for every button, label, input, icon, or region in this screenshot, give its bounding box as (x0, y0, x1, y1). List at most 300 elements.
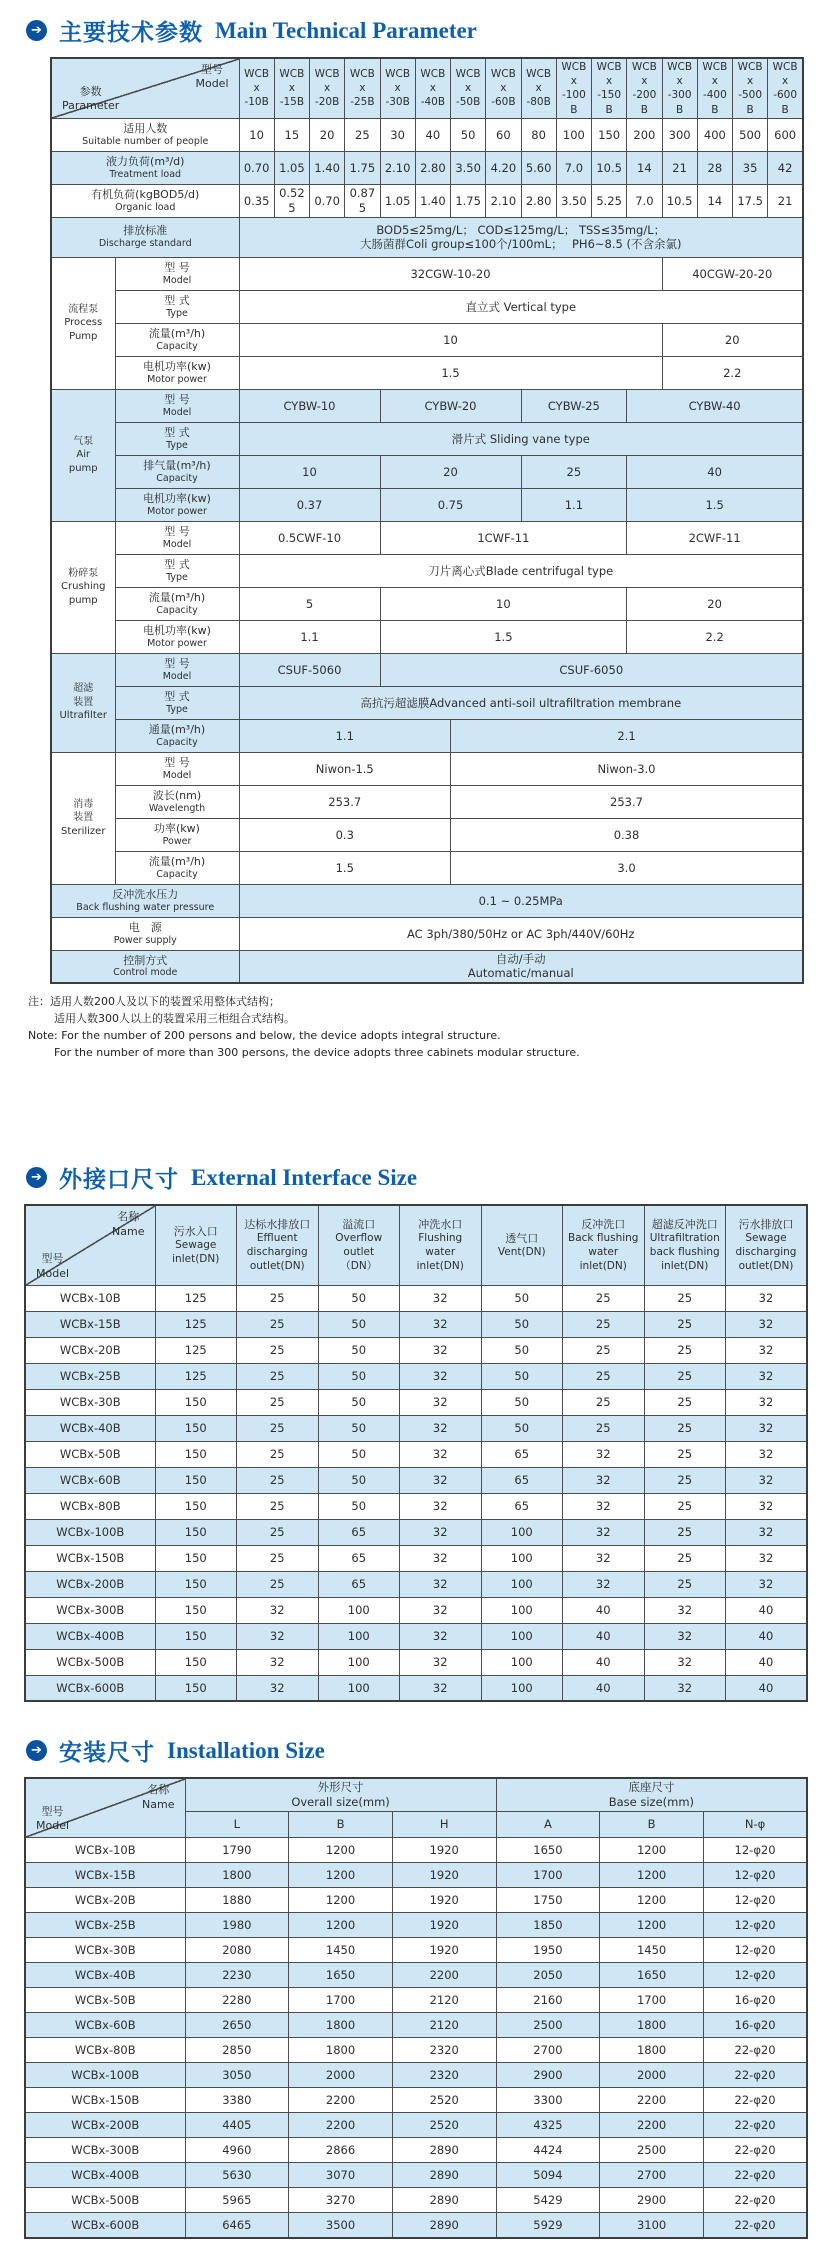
table-cell: 32 (400, 1363, 482, 1389)
table-cell: WCBx-20B (25, 1337, 155, 1363)
table-cell: 污水入口 Sewage inlet(DN) (155, 1205, 237, 1285)
table-cell: 150 (155, 1571, 237, 1597)
table-cell: 1800 (600, 2038, 704, 2063)
table-cell: 1920 (392, 1938, 496, 1963)
table-cell: WCBx-150B (25, 2088, 185, 2113)
table-cell: 32 (400, 1337, 482, 1363)
table-cell: WCBx-80B (25, 1493, 155, 1519)
table-cell: WCBx-100B (25, 1519, 155, 1545)
table-cell: 12-φ20 (703, 1963, 807, 1988)
table-cell: 电机功率(kw) Motor power (115, 356, 239, 389)
table-cell: WCBx-500B (25, 1649, 155, 1675)
table-cell: 2890 (392, 2188, 496, 2213)
table-cell: 50 (318, 1441, 400, 1467)
table-cell: 253.7 (451, 785, 804, 818)
section-title-installation-size (26, 1734, 806, 1767)
table-cell: 刀片离心式Blade centrifugal type (239, 554, 803, 587)
table-cell: WCBx -30B (380, 58, 415, 118)
table-cell: 1.5 (627, 488, 803, 521)
table-cell: 25 (563, 1285, 645, 1311)
table-cell: WCBx -60B (486, 58, 521, 118)
table-cell: 25 (644, 1441, 726, 1467)
table-cell: 40 (415, 118, 450, 151)
table-cell: WCBx-20B (25, 1888, 185, 1913)
table-cell: 400 (697, 118, 732, 151)
table-cell: 32 (400, 1597, 482, 1623)
table-cell: 5630 (185, 2163, 289, 2188)
table-cell: 25 (345, 118, 380, 151)
note-line: Note: For the number of 200 persons and below, the device adopts integral structure. (28, 1029, 501, 1043)
table-cell: 1790 (185, 1838, 289, 1863)
table-cell: 1800 (289, 2038, 393, 2063)
table-cell: CSUF-6050 (380, 653, 803, 686)
section-title-en: Installation Size (167, 1737, 325, 1763)
table-cell: 1200 (289, 1913, 393, 1938)
table-cell: 2200 (289, 2113, 393, 2138)
table-cell: 1.75 (345, 151, 380, 184)
table-cell: CSUF-5060 (239, 653, 380, 686)
table-cell: 型 式 Type (115, 686, 239, 719)
arrow-bullet-icon: ➔ (26, 20, 47, 41)
table-cell: 高抗污超滤膜Advanced anti-soil ultrafiltration membrane (239, 686, 803, 719)
table-cell: 32 (726, 1337, 808, 1363)
table-cell: 1800 (185, 1863, 289, 1888)
corner-cell: 型号 Model 参数 Parameter (51, 58, 239, 118)
table-cell: 50 (318, 1311, 400, 1337)
table-cell: 25 (644, 1493, 726, 1519)
table-cell: 15 (274, 118, 309, 151)
table-cell: 40 (726, 1675, 808, 1701)
table-cell: 冲洗水口 Flushing water inlet(DN) (400, 1205, 482, 1285)
table-cell: WCBx-60B (25, 2013, 185, 2038)
section-installation-size (24, 1734, 806, 2238)
table-cell: 25 (237, 1493, 319, 1519)
table-cell: 32 (400, 1467, 482, 1493)
table-cell: 50 (481, 1285, 563, 1311)
table-cell: 32 (644, 1597, 726, 1623)
table-cell: 2.10 (486, 184, 521, 217)
table-cell: 25 (237, 1389, 319, 1415)
table-cell: WCBx-500B (25, 2188, 185, 2213)
table-cell: WCBx-150B (25, 1545, 155, 1571)
table-cell: 25 (644, 1519, 726, 1545)
table-cell: 2.1 (451, 719, 804, 752)
table-cell: 0.70 (239, 151, 274, 184)
table-cell: 1850 (496, 1913, 600, 1938)
table-cell: 32 (563, 1519, 645, 1545)
table-cell: 32 (726, 1519, 808, 1545)
table-cell: 5 (239, 587, 380, 620)
table-cell: 25 (237, 1415, 319, 1441)
table-cell: 有机负荷(kgBOD5/d) Organic load (51, 184, 239, 217)
table-cell: 1920 (392, 1838, 496, 1863)
section-title-zh: 外接口尺寸 (59, 1167, 179, 1194)
table-cell: 25 (644, 1363, 726, 1389)
note-line: For the number of more than 300 persons, the device adopts three cabinets modular structure. (54, 1046, 580, 1060)
table-cell: 功率(kw) Power (115, 818, 239, 851)
table-cell: 0.37 (239, 488, 380, 521)
table-cell: WCBx-600B (25, 2213, 185, 2238)
table-cell: 100 (318, 1649, 400, 1675)
table-cell: 2900 (496, 2063, 600, 2088)
table-cell: 0.75 (380, 488, 521, 521)
table-cell: 32 (726, 1415, 808, 1441)
table-cell: 50 (481, 1311, 563, 1337)
table-cell: WCBx -15B (274, 58, 309, 118)
table-cell: 32 (400, 1285, 482, 1311)
table-cell: WCBx-600B (25, 1675, 155, 1701)
table-cell: 排放标准 Discharge standard (51, 217, 239, 257)
table-cell: 42 (768, 151, 803, 184)
table-cell: 22-φ20 (703, 2163, 807, 2188)
notes-block (28, 993, 806, 1061)
table-cell: B (600, 1812, 704, 1838)
table-cell: 达标水排放口 Effluent discharging outlet(DN) (237, 1205, 319, 1285)
table-cell: 25 (237, 1545, 319, 1571)
table-cell: 21 (768, 184, 803, 217)
table-cell: 28 (697, 151, 732, 184)
table-cell: 100 (481, 1649, 563, 1675)
table-cell: 32 (726, 1545, 808, 1571)
table-cell: 40 (726, 1623, 808, 1649)
table-cell: 2700 (600, 2163, 704, 2188)
table-cell: 5.60 (521, 151, 556, 184)
table-cell: 型 号 Model (115, 521, 239, 554)
table-cell: 2160 (496, 1988, 600, 2013)
main-technical-parameter-table (50, 57, 804, 984)
table-cell: 1700 (289, 1988, 393, 2013)
table-cell: 1200 (600, 1863, 704, 1888)
table-cell: 流量(m³/h) Capacity (115, 323, 239, 356)
table-cell: 2700 (496, 2038, 600, 2063)
table-cell: 2650 (185, 2013, 289, 2038)
table-cell: 流程泵 Process Pump (51, 257, 115, 389)
table-cell: 25 (644, 1389, 726, 1415)
table-cell: WCBx-15B (25, 1311, 155, 1337)
table-cell: 2.2 (662, 356, 803, 389)
section-title-external-interface-size (26, 1161, 806, 1194)
table-cell: WCBx -600B (768, 58, 803, 118)
table-cell: 型 式 Type (115, 422, 239, 455)
table-cell: 1.5 (239, 356, 662, 389)
table-cell: 22-φ20 (703, 2063, 807, 2088)
table-cell: 2890 (392, 2138, 496, 2163)
table-cell: 2890 (392, 2163, 496, 2188)
table-cell: 100 (318, 1597, 400, 1623)
table-cell: 25 (237, 1467, 319, 1493)
table-cell: 3.50 (451, 151, 486, 184)
table-cell: 21 (662, 151, 697, 184)
table-cell: 125 (155, 1363, 237, 1389)
table-cell: 20 (627, 587, 803, 620)
table-cell: 32 (644, 1623, 726, 1649)
table-cell: 1650 (289, 1963, 393, 1988)
table-cell: WCBx-50B (25, 1988, 185, 2013)
table-cell: 1200 (600, 1913, 704, 1938)
table-cell: WCBx-25B (25, 1363, 155, 1389)
table-cell: Niwon-1.5 (239, 752, 451, 785)
table-cell: 25 (644, 1545, 726, 1571)
table-cell: 4405 (185, 2113, 289, 2138)
table-cell: WCBx -50B (451, 58, 486, 118)
table-cell: 3300 (496, 2088, 600, 2113)
table-cell: 4424 (496, 2138, 600, 2163)
table-cell: 适用人数 Suitable number of people (51, 118, 239, 151)
table-cell: CYBW-40 (627, 389, 803, 422)
table-cell: 25 (563, 1337, 645, 1363)
table-cell: 1700 (600, 1988, 704, 2013)
table-cell: WCBx -300B (662, 58, 697, 118)
table-cell: WCBx-15B (25, 1863, 185, 1888)
table-cell: 35 (733, 151, 768, 184)
table-cell: 1.75 (451, 184, 486, 217)
table-cell: A (496, 1812, 600, 1838)
table-cell: L (185, 1812, 289, 1838)
table-cell: 2850 (185, 2038, 289, 2063)
table-cell: 500 (733, 118, 768, 151)
table-cell: WCBx-10B (25, 1838, 185, 1863)
table-cell: 1200 (600, 1888, 704, 1913)
table-cell: 25 (644, 1415, 726, 1441)
table-cell: 80 (521, 118, 556, 151)
table-cell: 2200 (600, 2113, 704, 2138)
table-cell: WCBx-100B (25, 2063, 185, 2088)
table-cell: 3380 (185, 2088, 289, 2113)
table-cell: 1700 (496, 1863, 600, 1888)
table-cell: 150 (155, 1545, 237, 1571)
table-cell: 50 (318, 1389, 400, 1415)
table-cell: WCBx-10B (25, 1285, 155, 1311)
table-cell: 32 (237, 1623, 319, 1649)
table-cell: 32 (726, 1285, 808, 1311)
table-cell: 25 (563, 1363, 645, 1389)
section-title-zh: 安装尺寸 (59, 1740, 155, 1767)
table-cell: 2200 (600, 2088, 704, 2113)
table-cell: 1.1 (521, 488, 627, 521)
table-cell: 2.80 (521, 184, 556, 217)
table-cell: 1.1 (239, 719, 451, 752)
table-cell: 50 (318, 1493, 400, 1519)
table-cell: 22-φ20 (703, 2088, 807, 2113)
table-cell: 32 (400, 1649, 482, 1675)
table-cell: 自动/手动 Automatic/manual (239, 950, 803, 983)
table-cell: 排气量(m³/h) Capacity (115, 455, 239, 488)
table-cell: 5.25 (592, 184, 627, 217)
table-cell: WCBx -500B (733, 58, 768, 118)
table-cell: 16-φ20 (703, 2013, 807, 2038)
table-cell: 125 (155, 1337, 237, 1363)
table-cell: 50 (481, 1389, 563, 1415)
table-cell: 电 源 Power supply (51, 917, 239, 950)
table-cell: 2200 (289, 2088, 393, 2113)
table-cell: 50 (318, 1337, 400, 1363)
table-cell: 滑片式 Sliding vane type (239, 422, 803, 455)
table-cell: 16-φ20 (703, 1988, 807, 2013)
table-cell: 32 (400, 1571, 482, 1597)
table-cell: 电机功率(kw) Motor power (115, 488, 239, 521)
table-cell: 型 式 Type (115, 290, 239, 323)
table-cell: 22-φ20 (703, 2188, 807, 2213)
table-cell: 1950 (496, 1938, 600, 1963)
table-cell: 3.0 (451, 851, 804, 884)
table-cell: 控制方式 Control mode (51, 950, 239, 983)
table-cell: 0.70 (310, 184, 345, 217)
table-cell: 1650 (496, 1838, 600, 1863)
table-cell: 22-φ20 (703, 2213, 807, 2238)
table-cell: WCBx -400B (697, 58, 732, 118)
arrow-bullet-icon: ➔ (26, 1740, 47, 1761)
table-cell: 0.5CWF-10 (239, 521, 380, 554)
table-cell: 25 (237, 1363, 319, 1389)
table-cell: 32 (563, 1467, 645, 1493)
table-cell: 2520 (392, 2088, 496, 2113)
table-cell: 32CGW-10-20 (239, 257, 662, 290)
table-cell: 2200 (392, 1963, 496, 1988)
table-cell: 17.5 (733, 184, 768, 217)
table-cell: 外形尺寸 Overall size(mm) (185, 1778, 496, 1811)
table-cell: WCBx-50B (25, 1441, 155, 1467)
table-cell: WCBx -150B (592, 58, 627, 118)
table-cell: 1650 (600, 1963, 704, 1988)
table-cell: 40CGW-20-20 (662, 257, 803, 290)
table-cell: 2500 (496, 2013, 600, 2038)
table-cell: 32 (563, 1571, 645, 1597)
section-title-en: External Interface Size (191, 1164, 418, 1190)
table-cell: 1.05 (274, 151, 309, 184)
table-cell: 2320 (392, 2063, 496, 2088)
table-cell: 0.3 (239, 818, 451, 851)
table-cell: 1980 (185, 1913, 289, 1938)
table-cell: 32 (400, 1441, 482, 1467)
table-cell: 0.525 (274, 184, 309, 217)
table-cell: 32 (237, 1649, 319, 1675)
table-cell: 150 (155, 1389, 237, 1415)
table-cell: 32 (726, 1363, 808, 1389)
table-cell: 25 (644, 1571, 726, 1597)
table-cell: 14 (697, 184, 732, 217)
table-cell: 反冲洗口 Back flushing water inlet(DN) (563, 1205, 645, 1285)
table-cell: 32 (400, 1311, 482, 1337)
table-cell: 2280 (185, 1988, 289, 2013)
table-cell: 1200 (600, 1838, 704, 1863)
table-cell: CYBW-20 (380, 389, 521, 422)
table-cell: 5929 (496, 2213, 600, 2238)
table-cell: 型 号 Model (115, 653, 239, 686)
table-cell: 32 (400, 1545, 482, 1571)
table-cell: 40 (563, 1623, 645, 1649)
table-cell: 1450 (600, 1938, 704, 1963)
table-cell: 4325 (496, 2113, 600, 2138)
table-cell: 溢流口 Overflow outlet （DN） (318, 1205, 400, 1285)
table-cell: 50 (318, 1285, 400, 1311)
table-cell: WCBx-300B (25, 1597, 155, 1623)
table-cell: WCBx-300B (25, 2138, 185, 2163)
table-cell: 150 (155, 1519, 237, 1545)
table-cell: 100 (481, 1675, 563, 1701)
table-cell: 25 (521, 455, 627, 488)
section-title-en: Main Technical Parameter (215, 17, 477, 43)
table-cell: 32 (726, 1311, 808, 1337)
table-cell: 3050 (185, 2063, 289, 2088)
table-cell: 超滤反冲洗口 Ultrafiltration back flushing inlet(DN) (644, 1205, 726, 1285)
table-cell: 150 (155, 1623, 237, 1649)
table-cell: 1.5 (239, 851, 451, 884)
table-cell: 1800 (600, 2013, 704, 2038)
table-cell: 2CWF-11 (627, 521, 803, 554)
table-cell: 3270 (289, 2188, 393, 2213)
table-cell: 12-φ20 (703, 1888, 807, 1913)
section-external-interface-size (24, 1161, 806, 1702)
table-cell: 2.2 (627, 620, 803, 653)
table-cell: 透气口 Vent(DN) (481, 1205, 563, 1285)
table-cell: 10 (239, 118, 274, 151)
table-cell: N-φ (703, 1812, 807, 1838)
table-cell: WCBx -80B (521, 58, 556, 118)
table-cell: WCBx -200B (627, 58, 662, 118)
table-cell: WCBx-400B (25, 1623, 155, 1649)
table-cell: 3070 (289, 2163, 393, 2188)
table-cell: 20 (310, 118, 345, 151)
table-cell: 3100 (600, 2213, 704, 2238)
table-cell: B (289, 1812, 393, 1838)
table-cell: 0.35 (239, 184, 274, 217)
table-cell: 65 (318, 1519, 400, 1545)
table-cell: 型 式 Type (115, 554, 239, 587)
table-cell: 25 (644, 1311, 726, 1337)
table-cell: 2000 (600, 2063, 704, 2088)
table-cell: 32 (400, 1519, 482, 1545)
table-cell: 50 (451, 118, 486, 151)
table-cell: 1200 (289, 1888, 393, 1913)
table-cell: 32 (237, 1675, 319, 1701)
table-cell: 流量(m³/h) Capacity (115, 851, 239, 884)
table-cell: 100 (481, 1623, 563, 1649)
table-cell: 32 (400, 1675, 482, 1701)
table-cell: 32 (726, 1389, 808, 1415)
table-cell: 2.80 (415, 151, 450, 184)
table-cell: WCBx-40B (25, 1415, 155, 1441)
table-cell: 波长(nm) Wavelength (115, 785, 239, 818)
table-cell: 底座尺寸 Base size(mm) (496, 1778, 807, 1811)
table-cell: 100 (556, 118, 591, 151)
table-cell: 10 (239, 455, 380, 488)
arrow-bullet-icon: ➔ (26, 1167, 47, 1188)
table-cell: 50 (318, 1363, 400, 1389)
table-cell: WCBx-30B (25, 1389, 155, 1415)
table-cell: 3.50 (556, 184, 591, 217)
table-cell: 100 (318, 1623, 400, 1649)
table-cell: WCBx-80B (25, 2038, 185, 2063)
table-cell: 4960 (185, 2138, 289, 2163)
table-cell: 1.40 (310, 151, 345, 184)
table-cell: 32 (400, 1493, 482, 1519)
table-cell: 50 (481, 1363, 563, 1389)
table-cell: 32 (644, 1649, 726, 1675)
table-cell: 1920 (392, 1863, 496, 1888)
table-cell: 气泵 Air pump (51, 389, 115, 521)
table-cell: H (392, 1812, 496, 1838)
table-cell: 25 (644, 1467, 726, 1493)
table-cell: 100 (481, 1571, 563, 1597)
table-cell: 1.05 (380, 184, 415, 217)
table-cell: 1.5 (380, 620, 627, 653)
table-cell: 2050 (496, 1963, 600, 1988)
table-cell: 25 (237, 1441, 319, 1467)
table-cell: 40 (563, 1675, 645, 1701)
table-cell: WCBx -20B (310, 58, 345, 118)
table-cell: 50 (481, 1415, 563, 1441)
table-cell: 电机功率(kw) Motor power (115, 620, 239, 653)
